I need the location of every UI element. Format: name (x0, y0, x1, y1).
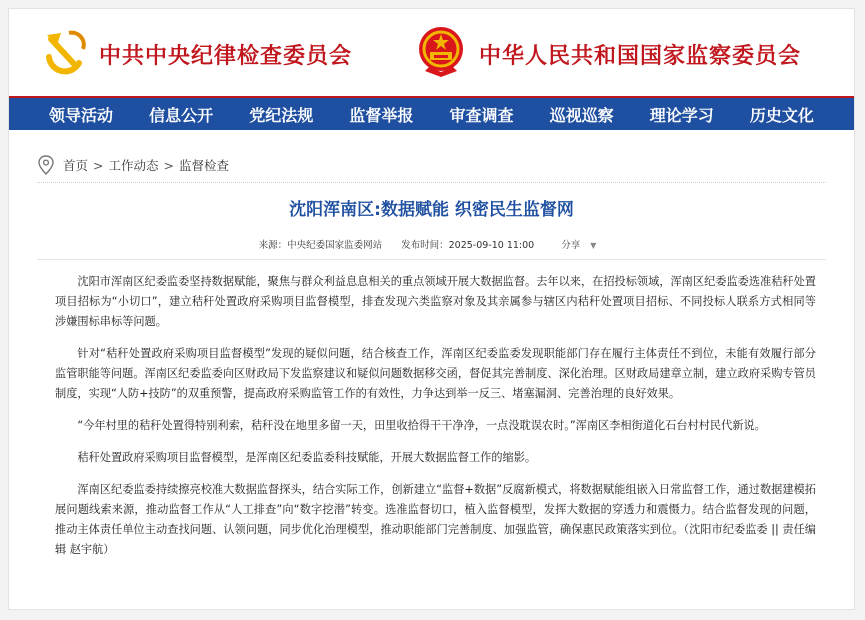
breadcrumb (37, 155, 229, 175)
share-button[interactable] (553, 240, 604, 251)
page (8, 8, 855, 610)
meta-divider (37, 259, 826, 260)
breadcrumb-work-news[interactable]: 工作动态 (108, 158, 159, 173)
location-pin-icon (37, 155, 55, 175)
breadcrumb-separator: > (163, 157, 174, 173)
article-paragraph: 浑南区纪委监委持续擦亮校准大数据监督探头，结合实际工作，创新建立“监督+数据”反腐新模式，将数据赋能组嵌入日常监督工作，通过数据建模拓展问题线索来源，推动监督工作从“人工排查”向“数字挖潜”转变。选准监督切口，植入监督模型，发挥大数据的穿透力和震慑力。结合监督发现的问题，推动主体责任单位主动查找问题、认领问题，同步优化治理模型，推动职能部门完善制度、加强监管，确保惠民政策落实到位。（沈阳市纪委监委 || 责任编辑 赵宇航） (55, 483, 816, 556)
breadcrumb-supervision[interactable]: 监督检查 (179, 158, 230, 173)
nav-item-history[interactable]: 历史文化 (749, 105, 814, 125)
party-emblem-icon (39, 27, 89, 77)
article-paragraph: “今年村里的秸秆处置得特别利索，秸秆没在地里多留一天，田里收拾得干干净净，一点没耽误农时。”浑南区李相街道化石台村村民代新说。 (77, 419, 766, 432)
article-meta (9, 237, 854, 251)
nav-item-inspection[interactable]: 巡视巡察 (549, 105, 614, 125)
article-publish-time: 发布时间：2025-09-10 11:00 (401, 240, 535, 251)
article-body (55, 272, 816, 572)
nav-item-report[interactable]: 监督举报 (349, 105, 414, 125)
article-paragraph: 秸秆处置政府采购项目监督模型，是浑南区纪委监委科技赋能，开展大数据监督工作的缩影。 (77, 451, 537, 464)
nav-item-theory[interactable]: 理论学习 (649, 105, 714, 125)
breadcrumb-divider (37, 182, 826, 183)
national-emblem-icon (415, 25, 467, 79)
nav-item-investigation[interactable]: 审查调查 (449, 105, 514, 125)
breadcrumb-home[interactable]: 首页 (63, 158, 89, 173)
article-paragraph: 针对“秸秆处置政府采购项目监督模型”发现的疑似问题，结合核查工作，浑南区纪委监委发现职能部门存在履行主体责任不到位，未能有效履行部分监管职能等问题。浑南区纪委监委向区财政局下发监察建议和疑似问题数据移交函，督促其完善制度、深化治理。区财政局建章立制，建立政府采购专管员制度，实现“人防+技防”的双重预警，提高政府采购监管工作的有效性，力争达到举一反三、堵塞漏洞、完善治理的良好效果。 (55, 347, 816, 400)
breadcrumb-separator: > (93, 157, 104, 173)
nav-item-info-disclosure[interactable]: 信息公开 (149, 105, 214, 125)
article-title: 沈阳浑南区:数据赋能 织密民生监督网 (289, 200, 574, 220)
article-paragraph: 沈阳市浑南区纪委监委坚持数据赋能，聚焦与群众利益息息相关的重点领域开展大数据监督。去年以来，在招投标领域，浑南区纪委监委选准秸秆处置项目招标为“小切口”，建立秸秆处置政府采购项目监督模型，排查发现六类监察对象及其亲属参与辖区内秸秆处置项目招标、不同投标人联系方式相同等涉嫌围标串标等问题。 (55, 275, 816, 328)
main-nav (9, 96, 854, 130)
org-name-nsc: 中华人民共和国国家监察委员会 (479, 43, 802, 69)
nav-item-regulations[interactable]: 党纪法规 (249, 105, 314, 125)
nav-item-leadership[interactable]: 领导活动 (49, 105, 114, 125)
chevron-down-icon: ▼ (590, 241, 597, 250)
org-name-ccdi: 中共中央纪律检查委员会 (99, 43, 353, 69)
article-source: 来源：中央纪委国家监委网站 (258, 240, 383, 251)
share-label: 分享 (561, 240, 581, 251)
site-header (9, 9, 854, 95)
